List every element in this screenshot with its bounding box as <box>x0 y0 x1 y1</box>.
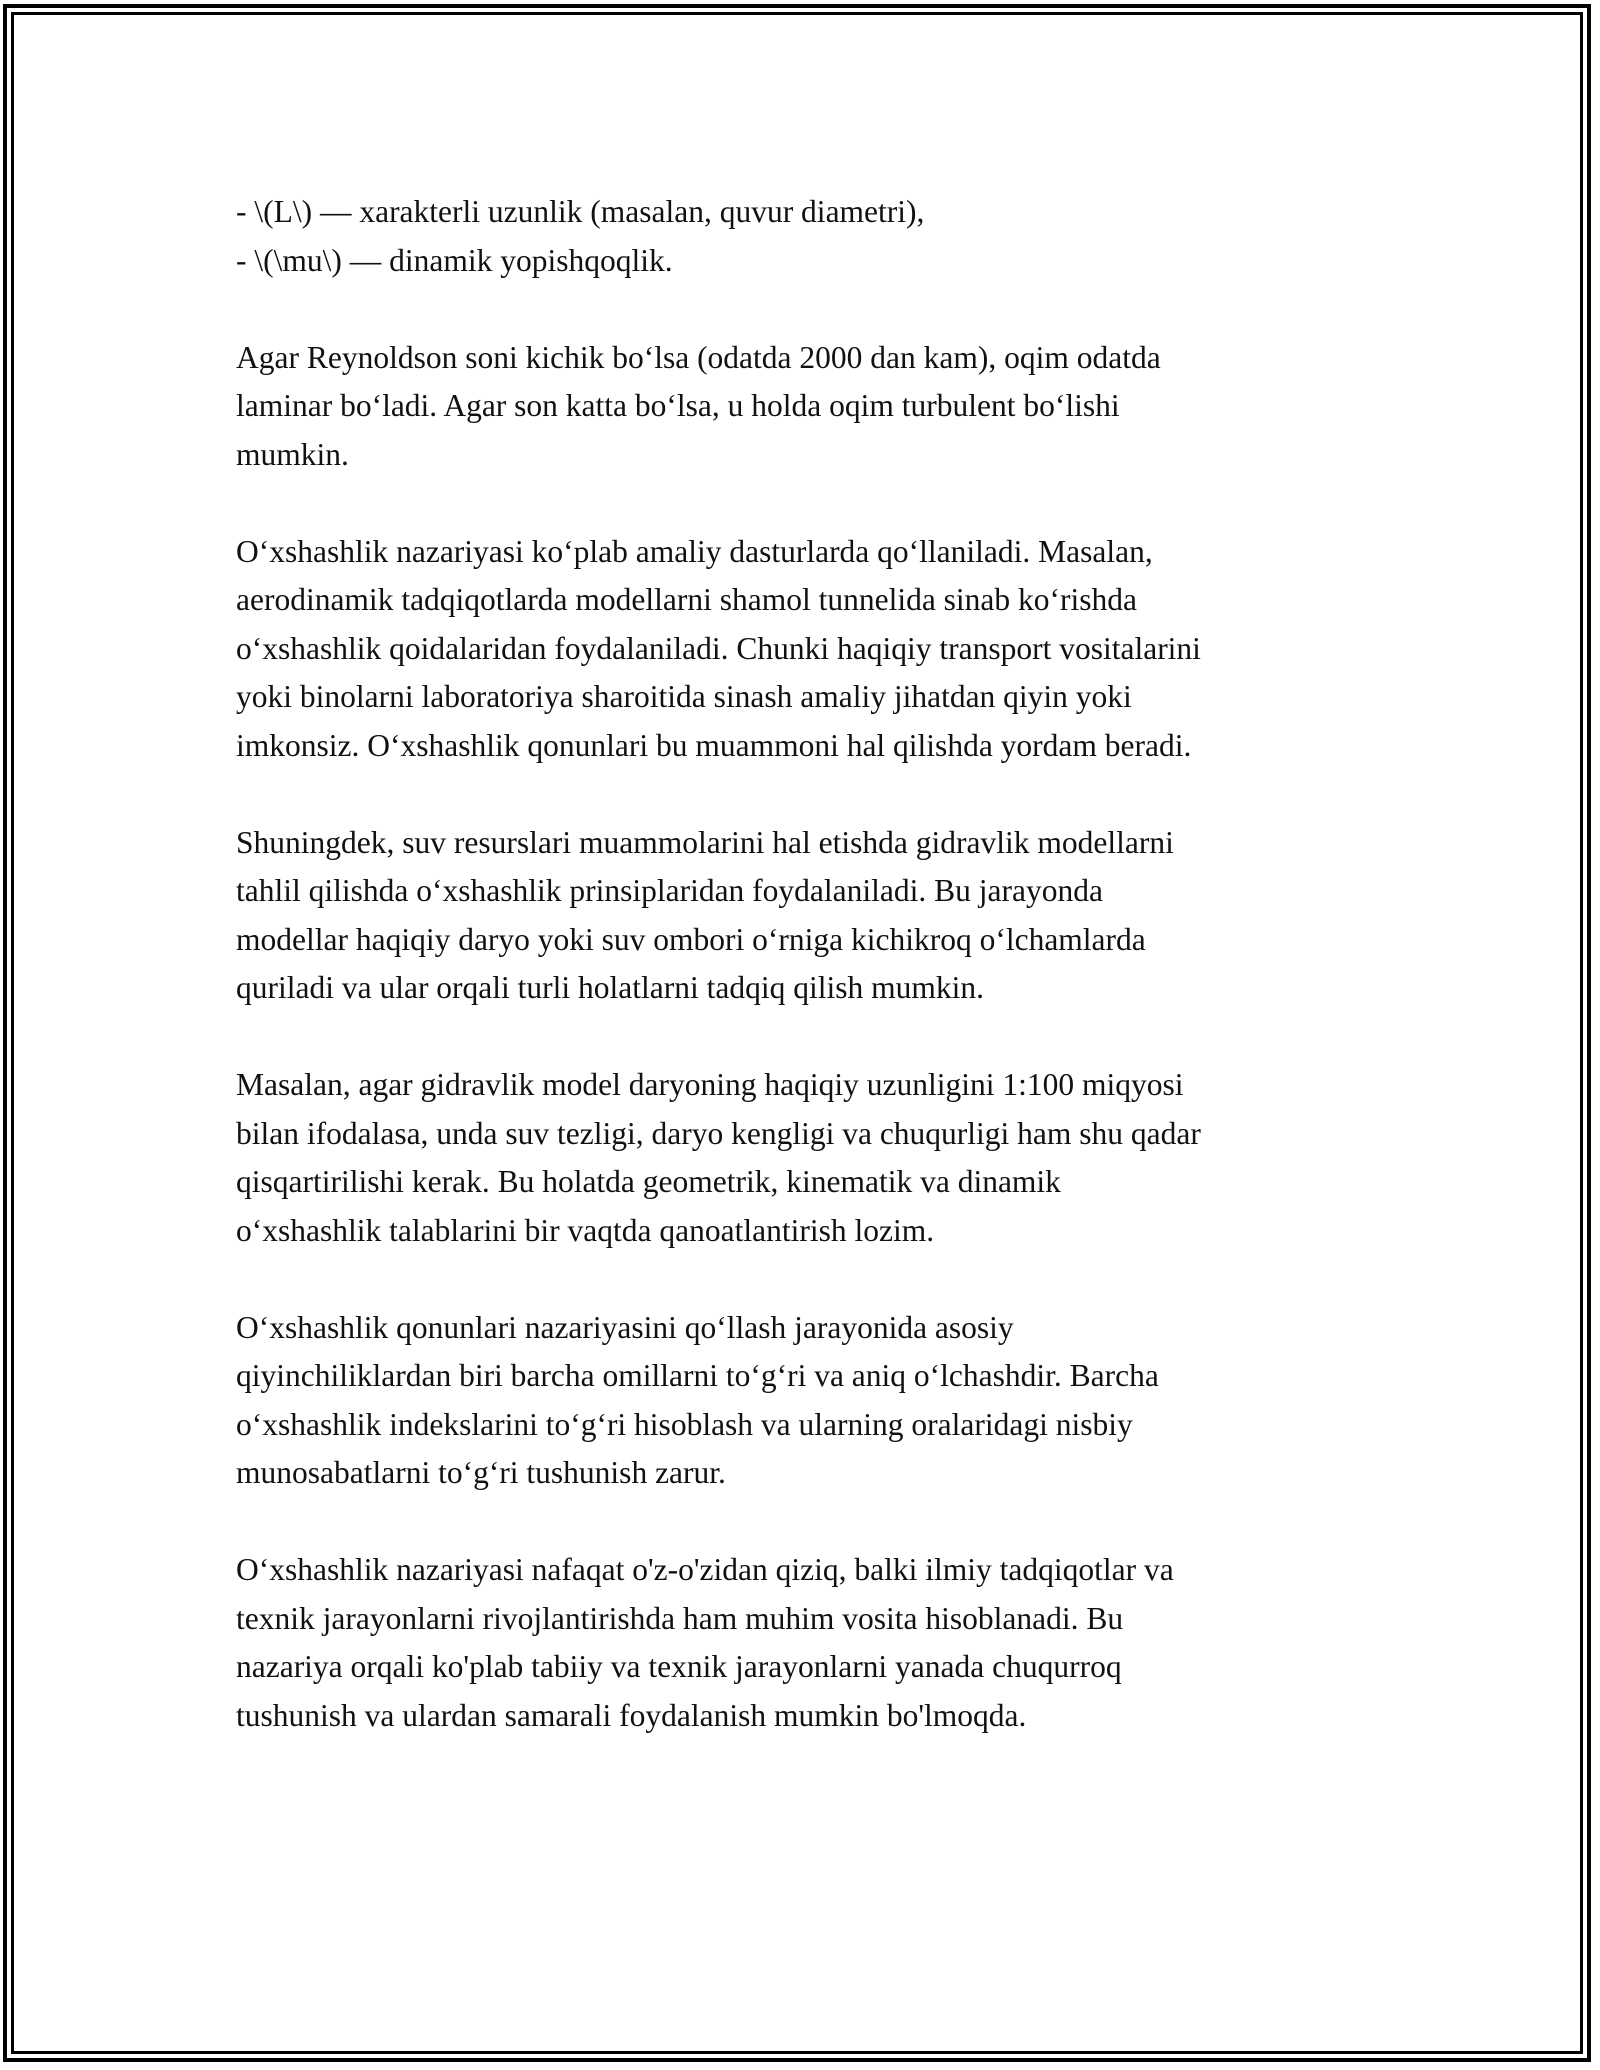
paragraph-scale-example: Masalan, agar gidravlik model daryoning haqiqiy uzunligini 1:100 miqyosi bilan ifodalasa, unda suv tezligi, daryo kengligi va chuqurligi ham shu qadar qisqartirilishi kerak. Bu holatda geometrik, kinematik va dinamik o‘xshashlik talablarini bir vaqtda qanoatlantirish lozim. <box>236 1067 1201 1248</box>
document-body <box>236 188 1366 1740</box>
paragraph-conclusion: O‘xshashlik nazariyasi nafaqat o'z-o'zidan qiziq, balki ilmiy tadqiqotlar va texnik jarayonlarni rivojlantirishda ham muhim vosita hisoblanadi. Bu nazariya orqali ko'plab tabiiy va texnik jarayonlarni yanada chuqurroq tushunish va ulardan samarali foydalanish mumkin bo'lmoqda. <box>236 1552 1174 1733</box>
paragraph-similarity-applications: O‘xshashlik nazariyasi ko‘plab amaliy dasturlarda qo‘llaniladi. Masalan, aerodinamik tadqiqotlarda modellarni shamol tunnelida sinab ko‘rishda o‘xshashlik qoidalaridan foydalaniladi. Chunki haqiqiy transport vositalarini yoki binolarni laboratoriya sharoitida sinash amaliy jihatdan qiyin yoki imkonsiz. O‘xshashlik qonunlari bu muammoni hal qilishda yordam beradi. <box>236 533 1201 763</box>
paragraph-reynolds-number: Agar Reynoldson soni kichik bo‘lsa (odatda 2000 dan kam), oqim odatda laminar bo‘ladi. Agar son katta bo‘lsa, u holda oqim turbulent bo‘lishi mumkin. <box>236 339 1161 472</box>
paragraph-measurement-difficulty: O‘xshashlik qonunlari nazariyasini qo‘llash jarayonida asosiy qiyinchiliklardan biri barcha omillarni to‘g‘ri va aniq o‘lchashdir. Barcha o‘xshashlik indekslarini to‘g‘ri hisoblash va ularning oralaridagi nisbiy munosabatlarni to‘g‘ri tushunish zarur. <box>236 1309 1159 1490</box>
paragraph-hydraulic-models: Shuningdek, suv resurslari muammolarini hal etishda gidravlik modellarni tahlil qilishda o‘xshashlik prinsiplaridan foydalaniladi. Bu jarayonda modellar haqiqiy daryo yoki suv ombori o‘rniga kichikroq o‘lchamlarda quriladi va ular orqali turli holatlarni tadqiq qilish mumkin. <box>236 824 1174 1005</box>
paragraph-variable-definitions: - \(L\) — xarakterli uzunlik (masalan, quvur diametri), - \(\mu\) — dinamik yopishqoqlik. <box>236 194 925 278</box>
